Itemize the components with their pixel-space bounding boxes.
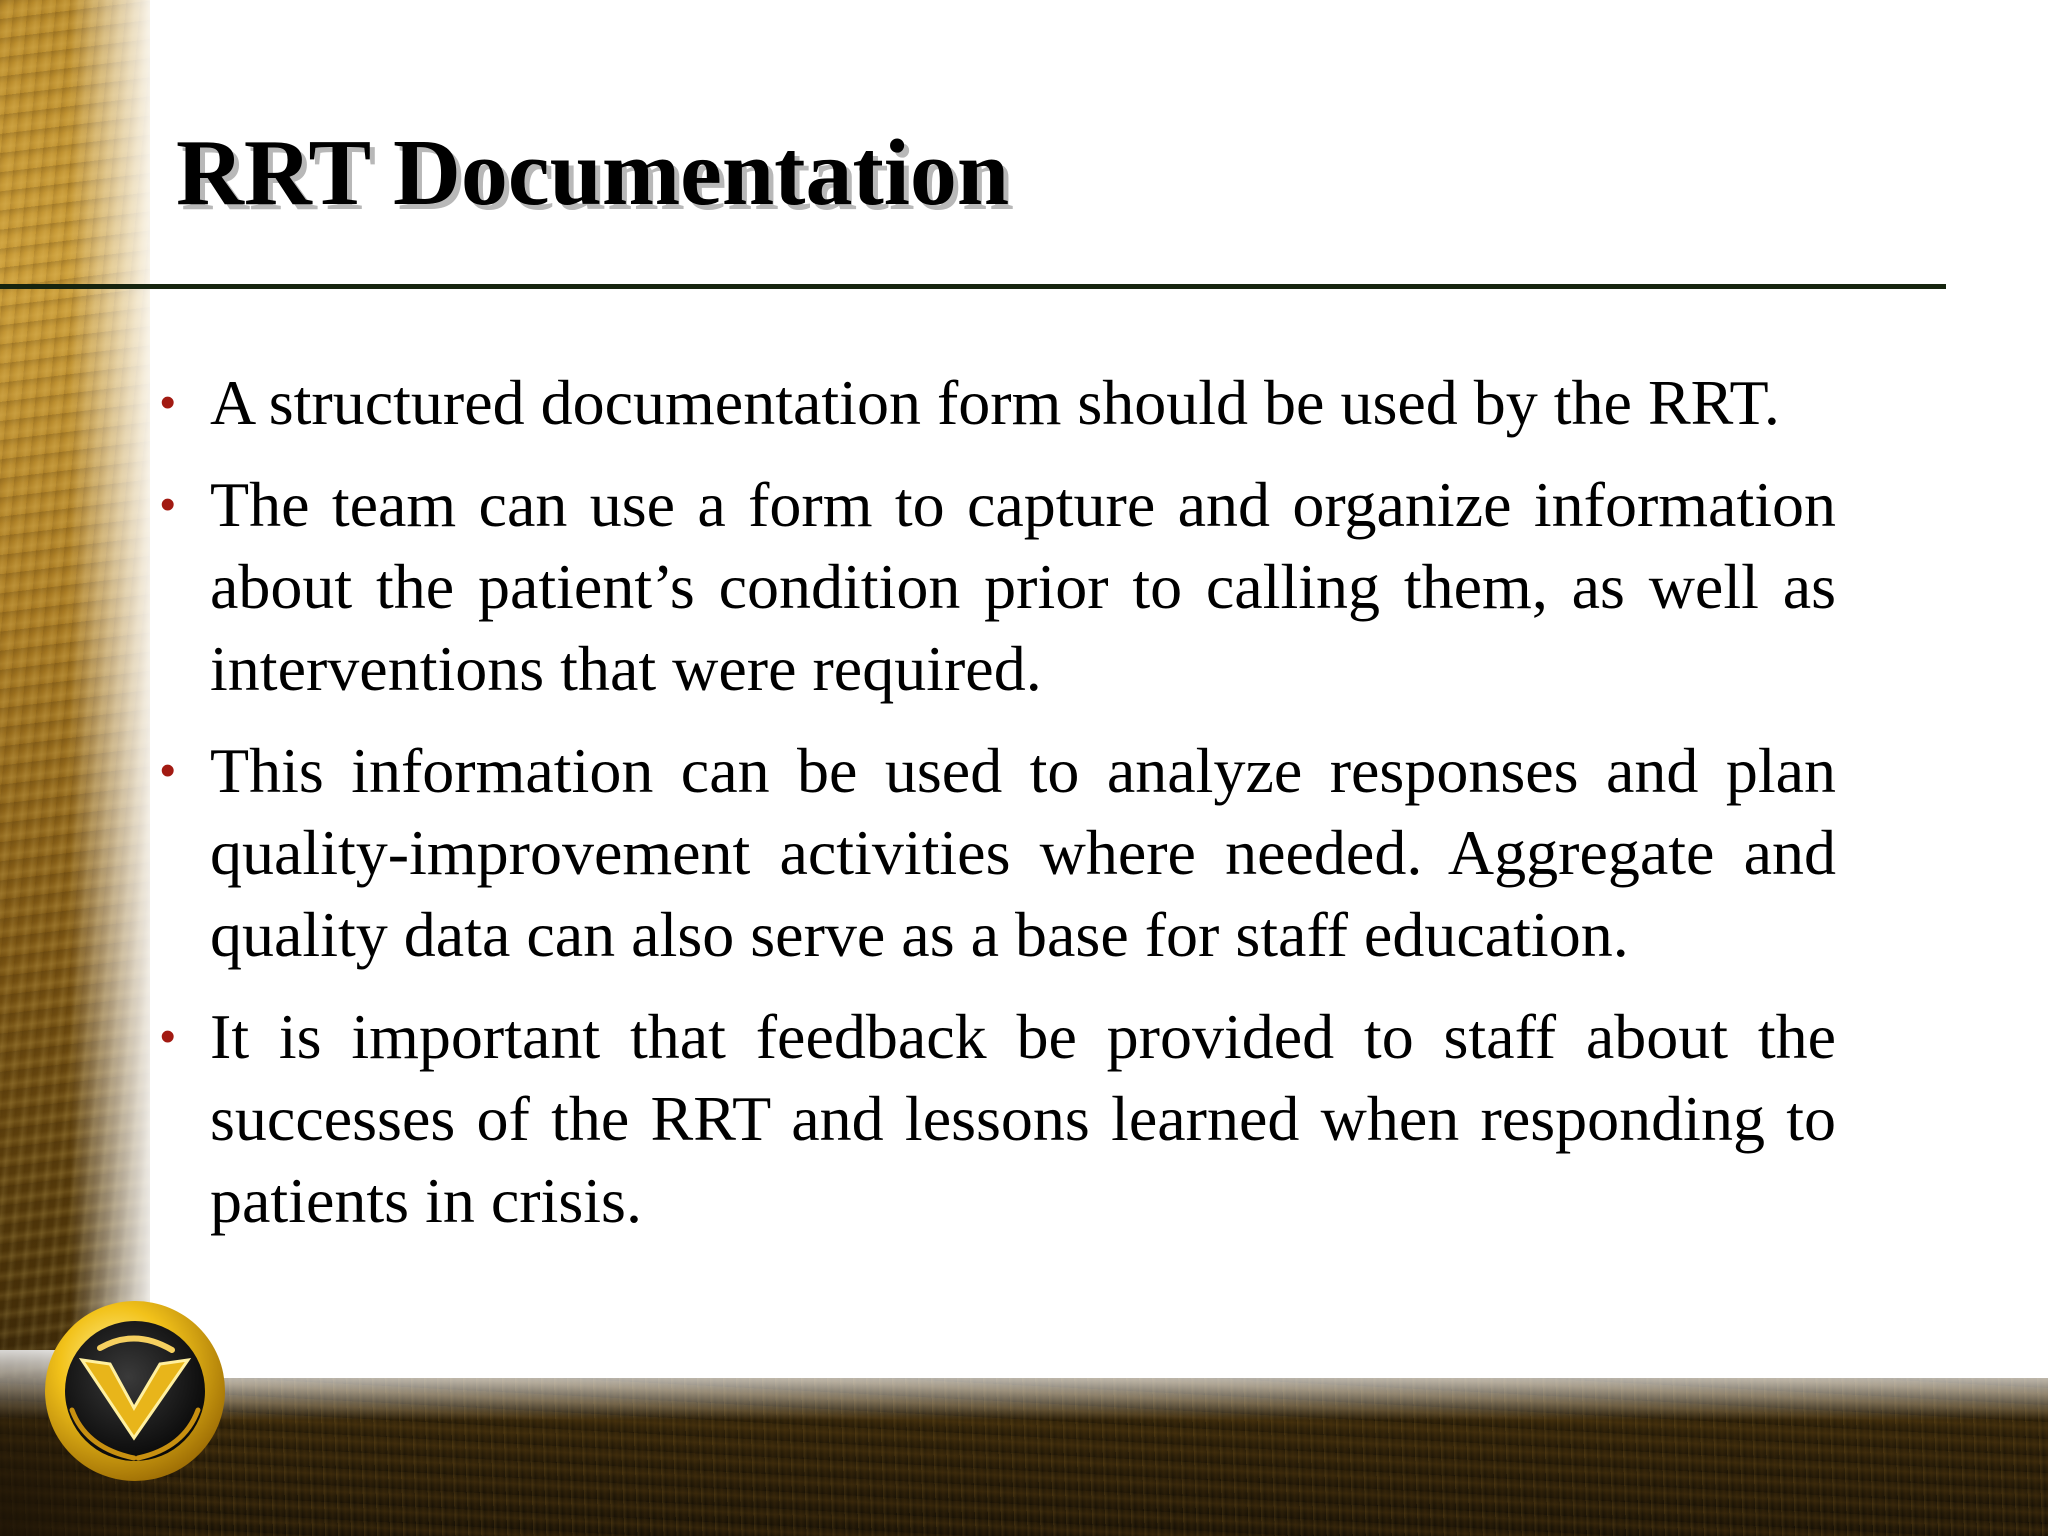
bullet-text: A structured documentation form should be used by the RRT.: [210, 367, 1780, 438]
bullet-text: This information can be used to analyze responses and plan quality-improvement activities where needed. Aggregate and quality data can also serve as a base for staff education.: [210, 735, 1836, 970]
bullet-item: [160, 730, 1836, 976]
bullet-dot-icon: •: [160, 1012, 176, 1061]
bullet-list: [160, 362, 1836, 1262]
bullet-item: [160, 464, 1836, 710]
bottom-band-fade: [0, 1350, 2048, 1420]
bullet-text: It is important that feedback be provided to staff about the successes of the RRT and lessons learned when responding to patients in crisis.: [210, 1001, 1836, 1236]
bullet-dot-icon: •: [160, 378, 176, 427]
bullet-text: The team can use a form to capture and organize information about the patient’s condition prior to calling them, as well as interventions that were required.: [210, 469, 1836, 704]
bullet-dot-icon: •: [160, 746, 176, 795]
bullet-item: [160, 996, 1836, 1242]
gold-emblem-icon: [42, 1298, 228, 1484]
slide-title: RRT Documentation: [176, 121, 1010, 225]
bullet-item: [160, 362, 1836, 444]
title-divider: [0, 284, 1946, 289]
bullet-dot-icon: •: [160, 480, 176, 529]
